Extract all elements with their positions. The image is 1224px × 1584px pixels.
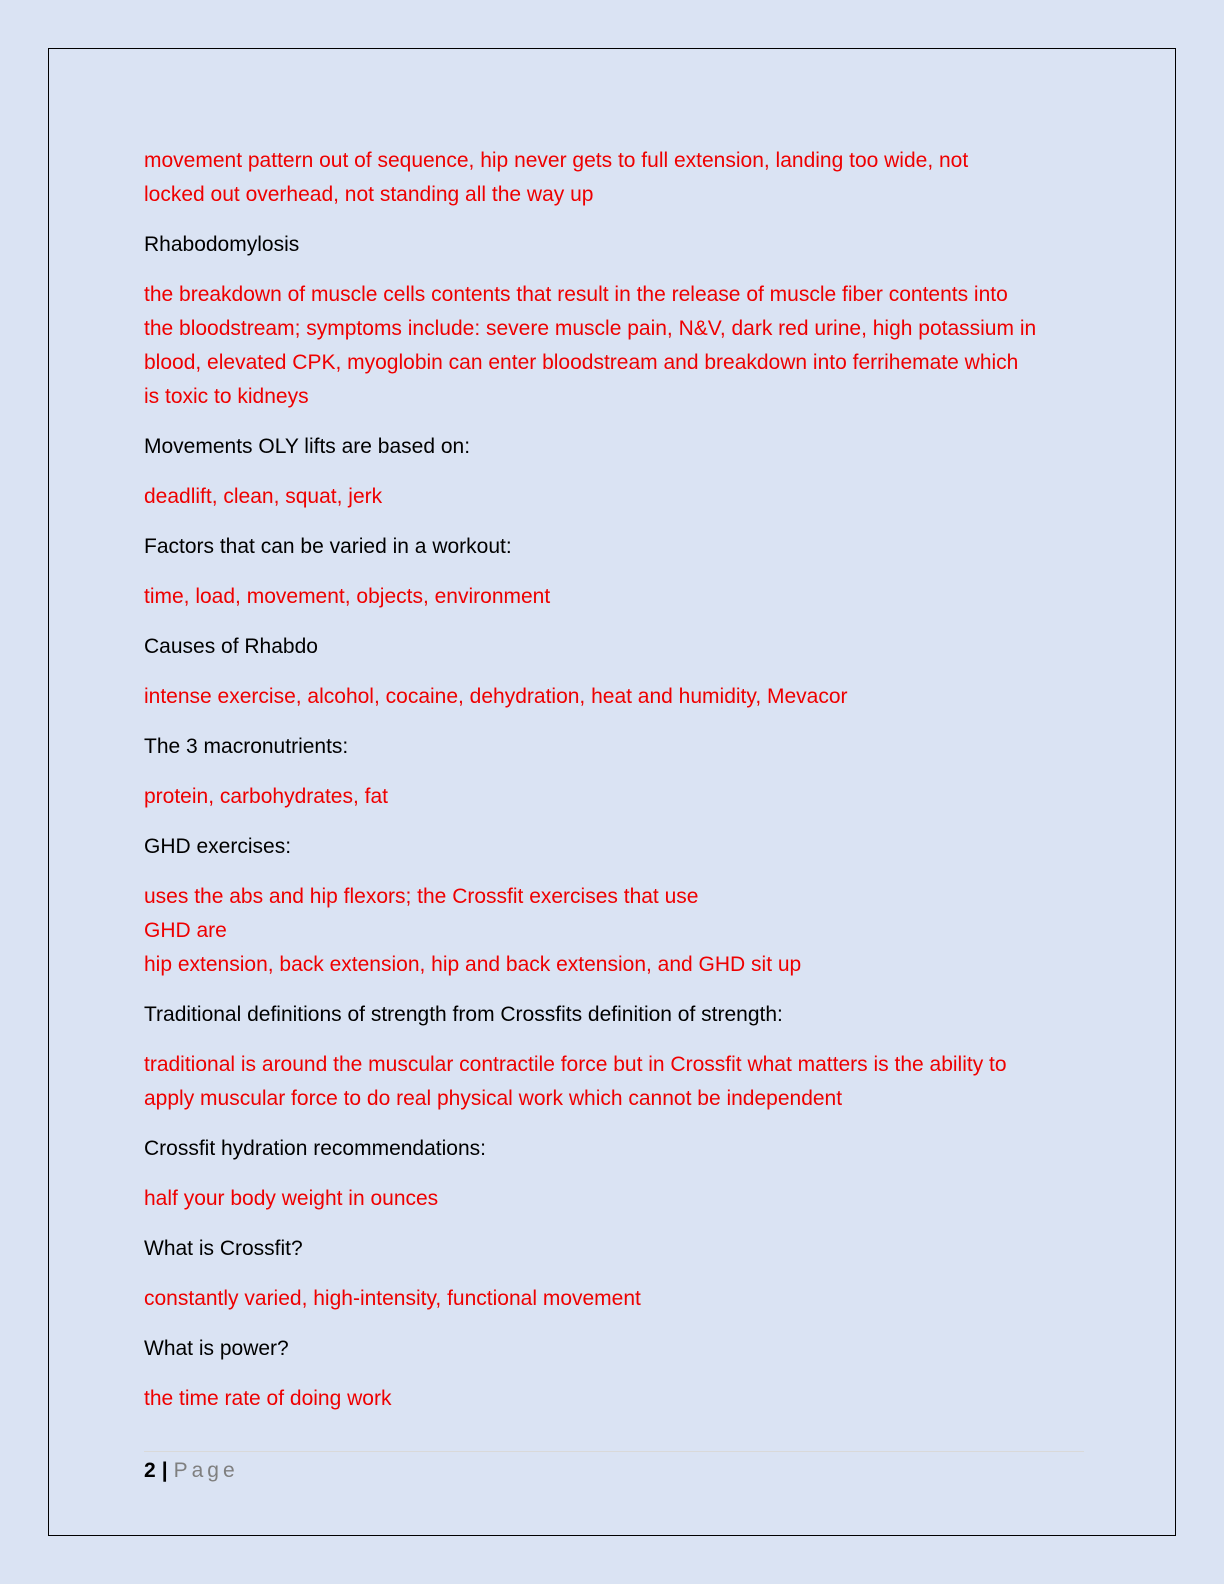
text-line: GHD are (144, 919, 227, 942)
answer-text (144, 278, 1084, 414)
text-line: apply muscular force to do real physical work which cannot be independent (144, 1087, 843, 1110)
text-line: locked out overhead, not standing all the way up (144, 183, 594, 206)
text-line: the bloodstream; symptoms include: severe muscle pain, N&V, dark red urine, high potassium in (144, 317, 1037, 340)
question-text (144, 228, 1084, 262)
answer-text (144, 480, 1084, 514)
footer-divider (144, 1451, 1084, 1452)
question-text (144, 730, 1084, 764)
text-line: GHD exercises: (144, 835, 292, 858)
text-line: intense exercise, alcohol, cocaine, dehydration, heat and humidity, Mevacor (144, 685, 848, 708)
answer-text (144, 780, 1084, 814)
text-line: blood, elevated CPK, myoglobin can enter bloodstream and breakdown into ferrihemate which (144, 351, 1019, 374)
answer-text (144, 680, 1084, 714)
page-number: 2 (144, 1459, 156, 1482)
page-footer (144, 1456, 239, 1486)
text-line: Factors that can be varied in a workout: (144, 535, 512, 558)
answer-text (144, 880, 1084, 982)
text-line: The 3 macronutrients: (144, 735, 349, 758)
text-line: Causes of Rhabdo (144, 635, 318, 658)
answer-text (144, 580, 1084, 614)
text-line: is toxic to kidneys (144, 385, 309, 408)
question-text (144, 1232, 1084, 1266)
question-text (144, 1132, 1084, 1166)
text-line: time, load, movement, objects, environment (144, 585, 551, 608)
document-body (144, 144, 1084, 1432)
text-line: constantly varied, high-intensity, functional movement (144, 1287, 641, 1310)
answer-text (144, 1182, 1084, 1216)
text-line: What is power? (144, 1337, 289, 1360)
text-line: Traditional definitions of strength from Crossfits definition of strength: (144, 1003, 783, 1026)
question-text (144, 430, 1084, 464)
text-line: the breakdown of muscle cells contents that result in the release of muscle fiber contents into (144, 283, 1008, 306)
text-line: Crossfit hydration recommendations: (144, 1137, 486, 1160)
answer-text (144, 144, 1084, 212)
text-line: Movements OLY lifts are based on: (144, 435, 471, 458)
text-line: movement pattern out of sequence, hip never gets to full extension, landing too wide, not (144, 149, 969, 172)
question-text (144, 830, 1084, 864)
text-line: Rhabodomylosis (144, 233, 300, 256)
text-line: protein, carbohydrates, fat (144, 785, 388, 808)
question-text (144, 1332, 1084, 1366)
page-label: Page (173, 1459, 239, 1482)
text-line: half your body weight in ounces (144, 1187, 439, 1210)
answer-text (144, 1382, 1084, 1416)
text-line: uses the abs and hip flexors; the Crossfit exercises that use (144, 885, 699, 908)
text-line: deadlift, clean, squat, jerk (144, 485, 383, 508)
question-text (144, 630, 1084, 664)
question-text (144, 530, 1084, 564)
text-line: hip extension, back extension, hip and back extension, and GHD sit up (144, 953, 802, 976)
text-line: traditional is around the muscular contractile force but in Crossfit what matters is the ability to (144, 1053, 1007, 1076)
answer-text (144, 1282, 1084, 1316)
footer-separator: | (161, 1459, 168, 1482)
answer-text (144, 1048, 1084, 1116)
question-text (144, 998, 1084, 1032)
text-line: What is Crossfit? (144, 1237, 303, 1260)
text-line: the time rate of doing work (144, 1387, 392, 1410)
